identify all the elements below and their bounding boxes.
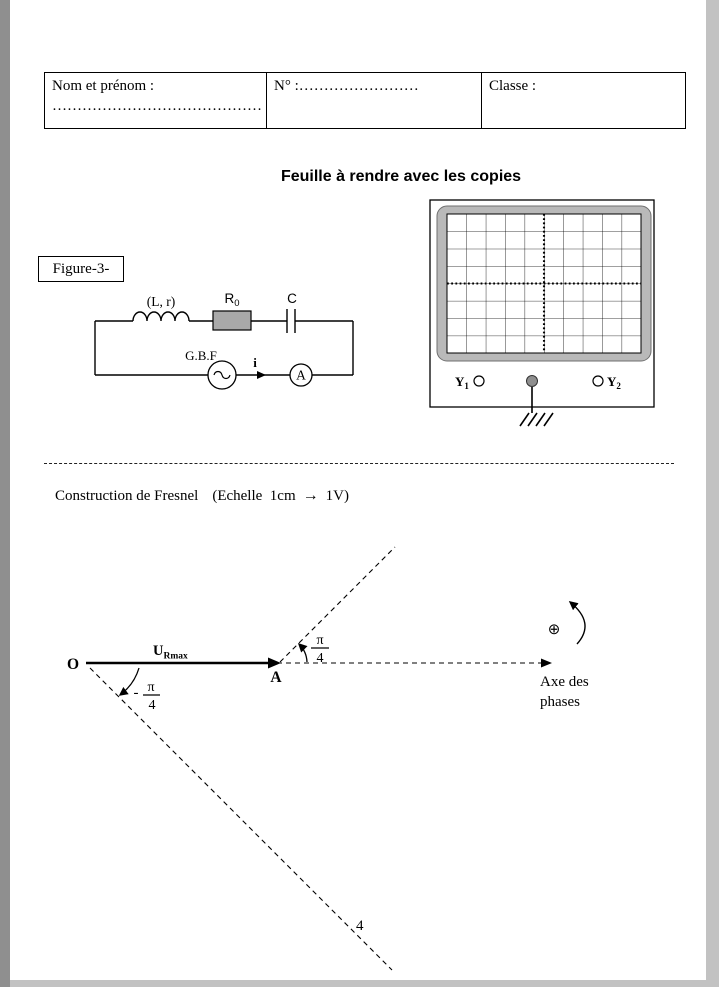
number-label: N° :…………………… bbox=[274, 78, 419, 94]
angle-o-four: 4 bbox=[148, 698, 156, 713]
lower-diagonal-line bbox=[90, 668, 392, 970]
axis-caption-line1: Axe des bbox=[540, 674, 589, 690]
inductor-label: (L, r) bbox=[146, 294, 176, 309]
resistor-label: $R_0$ bbox=[224, 291, 240, 309]
phase-axis-arrowhead-icon bbox=[541, 659, 552, 668]
cut-line-separator bbox=[44, 463, 674, 464]
capacitor-plates bbox=[287, 309, 295, 333]
header-cell-number bbox=[266, 73, 481, 128]
y1-terminal bbox=[474, 376, 484, 386]
scan-left-edge bbox=[0, 0, 10, 987]
scale-arrow-icon: → bbox=[302, 487, 319, 504]
fresnel-heading bbox=[55, 487, 349, 505]
urmax-arrowhead-icon bbox=[268, 658, 281, 669]
ground-symbol-icon bbox=[520, 413, 553, 426]
point-a-label: A bbox=[270, 669, 282, 686]
fresnel-diagram bbox=[40, 540, 640, 980]
ground-terminal bbox=[527, 376, 538, 387]
current-arrow-icon bbox=[257, 371, 266, 379]
angle-o-minus: - bbox=[133, 685, 139, 701]
rotation-arrow-icon bbox=[570, 602, 585, 644]
page-number: 4 bbox=[356, 918, 364, 934]
page-title: Feuille à rendre avec les copies bbox=[280, 168, 522, 185]
fresnel-heading-text: Construction de Fresnel bbox=[55, 488, 199, 504]
current-label: i bbox=[253, 355, 257, 370]
y2-terminal-label: $Y_2$ bbox=[607, 374, 621, 391]
scale-close-text: 1V) bbox=[325, 488, 349, 504]
header-cell-class bbox=[481, 73, 685, 128]
y2-terminal bbox=[593, 376, 603, 386]
resistor-body bbox=[213, 311, 251, 330]
oscilloscope bbox=[428, 197, 658, 435]
angle-o-pi: π bbox=[147, 680, 155, 695]
source-label: G.B.F bbox=[185, 348, 217, 363]
name-label: Nom et prénom : bbox=[52, 78, 155, 94]
figure-label-box: Figure-3- bbox=[38, 256, 124, 282]
y1-terminal-label: $Y_1$ bbox=[455, 374, 469, 391]
name-dotted-line: …………………………………… bbox=[52, 98, 262, 115]
header-table bbox=[44, 72, 686, 129]
capacitor-label: C bbox=[287, 291, 297, 306]
ammeter-label: A bbox=[296, 367, 306, 383]
origin-label: O bbox=[66, 656, 80, 673]
angle-arc-a bbox=[299, 644, 307, 662]
upper-diagonal-line bbox=[280, 547, 395, 662]
inductor-coil bbox=[133, 312, 189, 321]
class-label: Classe : bbox=[489, 78, 537, 94]
circuit-diagram bbox=[85, 288, 375, 393]
angle-a-pi: π bbox=[316, 633, 324, 648]
axis-caption-line2: phases bbox=[540, 694, 580, 710]
angle-a-four: 4 bbox=[316, 651, 324, 666]
plus-circle-icon: ⊕ bbox=[547, 622, 561, 638]
urmax-label: $U_{Rmax}$ bbox=[153, 643, 188, 662]
header-cell-name bbox=[45, 73, 266, 128]
scale-open-text: (Echelle 1cm bbox=[212, 488, 296, 504]
